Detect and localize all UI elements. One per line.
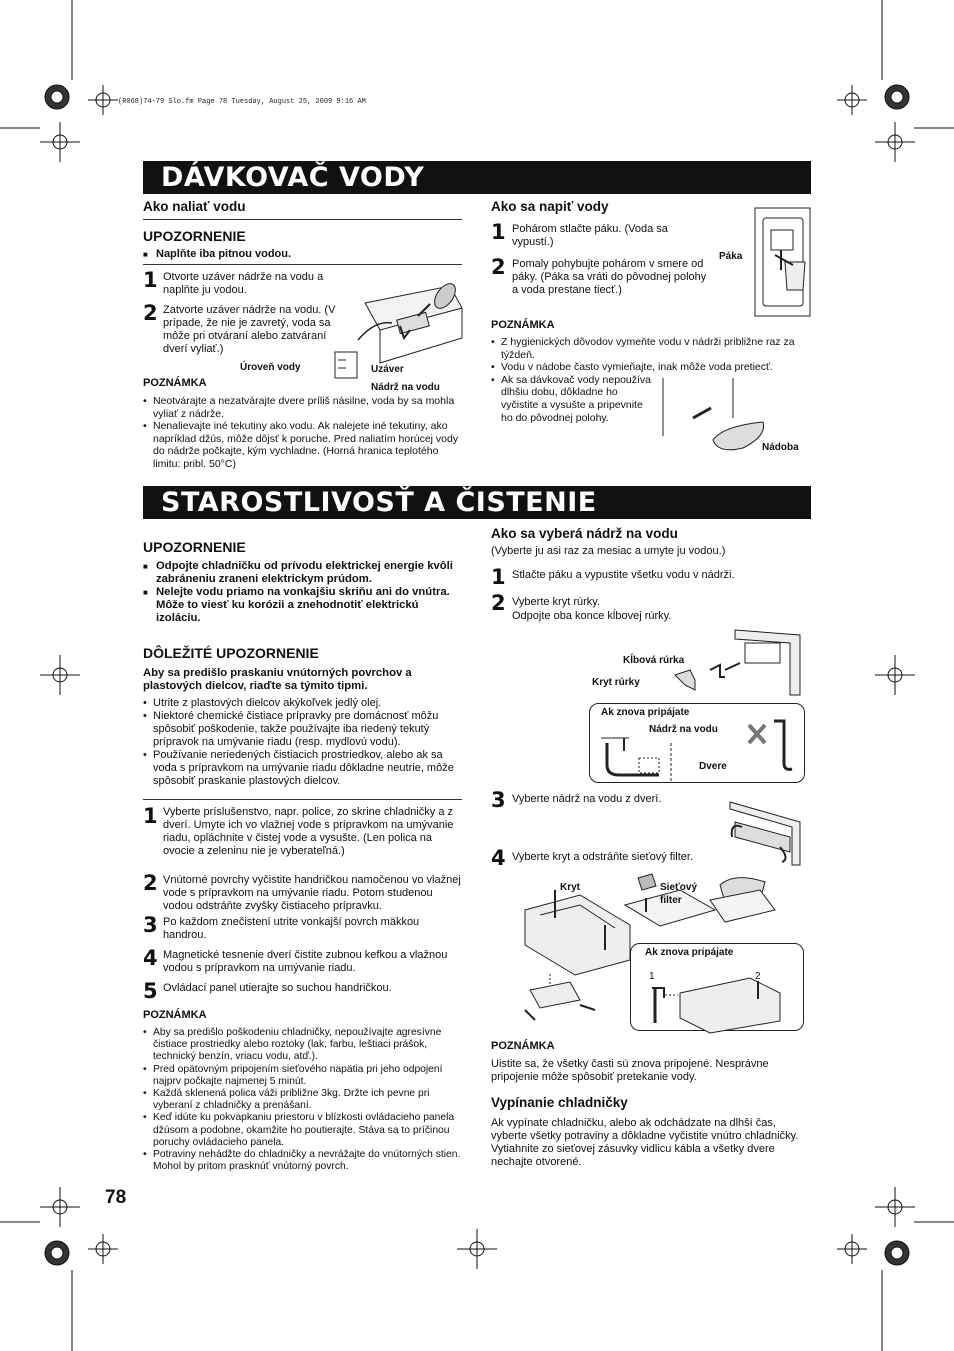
step-number-2: 2 [491, 591, 506, 615]
important-item: • Niektoré chemické čistiace prípravky pre domácnosť môžu spôsobiť poškodenie, takže používajte iba riedený tekutý prípravok na umývanie riadu (resp. mydlovú vodu). [143, 710, 463, 749]
step-4-text: Vyberte kryt a odstráňte sieťový filter. [512, 851, 694, 863]
label-reattach-2: Ak znova pripájate [645, 947, 734, 958]
note-item: • Každá sklenená polica váži približne 3kg. Držte ich pevne pri vyberaní z chladničky a prenášaní. [143, 1088, 463, 1112]
label-joint-pipe: Kĺbová rúrka [623, 655, 685, 666]
step-4-text: Magnetické tesnenie dverí čistite zubnou kefkou a vlažnou vodou s prípravkom na umývanie riadu. [163, 949, 448, 974]
step-2-text: Vnútorné povrchy vyčistite handričkou namočenou vo vlažnej vode s prípravkom na umývanie riadu. Potom studenou vodou odstráňte zvyšky čistiaceho prípravku. [163, 874, 461, 912]
note-item: • Vodu v nádobe často vymieňajte, inak môže voda pretiecť. [491, 361, 811, 374]
switch-off-text: Ak vypínate chladničku, alebo ak odchádzate na dlhší čas, vyberte všetky potraviny a dôkladne vyčistite vnútro chladničky. Vytiahnite zo sieťovej zásuvky vidlicu kábla a všetky dvere nechajte otvorené. [491, 1117, 799, 1168]
note-list [143, 395, 461, 471]
step-number-2: 2 [143, 301, 158, 325]
label-cap: Uzáver [371, 364, 404, 375]
caution-item: ■ Odpojte chladničku od prívodu elektrickej energie kvôli zabráneniu zraneni elektrickym prúdom. [143, 560, 458, 586]
label-water-level: Úroveň vody [240, 362, 301, 373]
section-title-water-dispenser: DÁVKOVAČ VODY [143, 161, 811, 194]
label-lever: Páka [719, 251, 743, 262]
divider [143, 799, 462, 800]
caution-item: ■ Nelejte vodu priamo na vonkajšiu skriňu ani do vnútra. Môže to viesť ku korózii a znehodnotiť elektrickú izoláciu. [143, 586, 458, 625]
label-water-tank: Nádrž na vodu [371, 382, 440, 393]
note-item: • Keď idúte ku pokvapkaniu priestoru v blízkosti ovládacieho panela džúsom a podobne, okamžite ho poutierajte. Stáva sa to príčinou poruchy ovládacieho panela. [143, 1112, 463, 1149]
note-title: POZNÁMKA [143, 377, 207, 389]
label-pipe-cover: Kryt rúrky [592, 677, 640, 688]
step-number-1: 1 [491, 220, 506, 244]
step-2-text: Zatvorte uzáver nádrže na vodu. (V prípade, že nie je zavretý, voda sa môže pri otváraní alebo zatváraní dverí vyliať.) [163, 304, 336, 355]
step-number-4: 4 [143, 946, 158, 970]
heading-switch-off: Vypínanie chladničky [491, 1095, 628, 1110]
note-item: • Z hygienických dôvodov vymeňte vodu v nádrži približne raz za týždeň. [491, 336, 811, 361]
important-item: • Utrite z plastových dielcov akýkoľvek jedlý olej. [143, 697, 463, 710]
step-number-5: 5 [143, 979, 158, 1003]
pipe-cover-illustration [665, 625, 805, 700]
note-title: POZNÁMKA [491, 319, 555, 331]
divider [143, 219, 462, 220]
label-door: Dvere [699, 761, 727, 772]
note-item: • Pred opätovným pripojením sieťového napätia pri jeho odpojení najprv počkajte najmenej 5 minút. [143, 1064, 463, 1088]
note-list [143, 1027, 463, 1173]
heading-remove-tank: Ako sa vyberá nádrž na vodu [491, 526, 678, 541]
label-number-1: 1 [649, 971, 655, 982]
label-reattach: Ak znova pripájate [601, 707, 690, 718]
step-2a-text: Vyberte kryt rúrky. [512, 596, 601, 608]
label-container: Nádoba [762, 442, 799, 453]
caution-list [143, 560, 458, 625]
heading-drink-water: Ako sa napiť vody [491, 199, 609, 214]
step-number-1: 1 [143, 804, 158, 828]
caution-title: UPOZORNENIE [143, 228, 246, 244]
note-title: POZNÁMKA [143, 1009, 207, 1021]
step-number-3: 3 [143, 913, 158, 937]
note-item: • Nenalievajte iné tekutiny ako vodu. Ak nalejete iné tekutiny, ako napríklad džús, môže dôjsť k poruche. Pred naliatím horúcej vody do nádrže počkajte, kým vychladne. (Horná hranica teplotého limitu: pribl. 50°C) [143, 420, 461, 470]
step-1-text: Pohárom stlačte páku. (Voda sa vypustí.) [512, 223, 668, 248]
label-water-tank: Nádrž na vodu [649, 724, 718, 735]
step-number-1: 1 [143, 268, 158, 292]
remove-tank-subtitle: (Vyberte ju asi raz za mesiac a umyte ju vodou.) [491, 545, 726, 557]
note-item: • Potraviny nehádžte do chladničky a nevrážajte do vnútorných stien. Mohol by pritom prasknúť vnútorný povrch. [143, 1149, 463, 1173]
water-tank-illustration [330, 278, 460, 378]
label-number-2: 2 [755, 971, 761, 982]
step-1-text: Otvorte uzáver nádrže na vodu a naplňte ju vodou. [163, 271, 324, 296]
note-item: • Ak sa dávkovač vody nepoužíva dlhšiu dobu, dôkladne ho vyčistite a vysušte a pripevnite ho do pôvodnej polohy. [491, 374, 651, 424]
step-3-text: Po každom znečistení utrite vonkajší povrch mäkkou handrou. [163, 916, 420, 941]
divider [143, 264, 462, 265]
caution-item: ■ Naplňte iba pitnou vodou. [143, 248, 458, 261]
step-5-text: Ovládací panel utierajte so suchou handričkou. [163, 982, 392, 994]
container-illustration [663, 378, 773, 458]
step-1-text: Stlačte páku a vypustite všetku vodu v nádrži. [512, 569, 735, 581]
step-number-3: 3 [491, 788, 506, 812]
caution-title: UPOZORNENIE [143, 539, 246, 555]
step-number-2: 2 [143, 871, 158, 895]
step-number-1: 1 [491, 565, 506, 589]
note-item: • Neotvárajte a nezatvárajte dvere príliš násilne, voda by sa mohla vyliať z nádrže. [143, 395, 461, 420]
note-text: Uistite sa, že všetky časti sú znova pripojené. Nesprávne pripojenie môže spôsobiť pretekanie vody. [491, 1058, 769, 1083]
important-item: • Používanie neriedených čistiacich prostriedkov, alebo ak sa voda s prípravkom na umývanie riadu dôkladne neutrie, môže spôsobiť praskanie plastových dielcov. [143, 749, 463, 788]
label-cover: Kryt [560, 882, 581, 893]
caution-list [143, 248, 458, 261]
step-number-4: 4 [491, 846, 506, 870]
section-title-care-cleaning: STAROSTLIVOSŤ A ČISTENIE [143, 486, 811, 519]
note-title: POZNÁMKA [491, 1040, 555, 1052]
step-2b-text: Odpojte oba konce kĺbovej rúrky. [512, 610, 672, 622]
heading-fill-water: Ako naliať vodu [143, 199, 246, 214]
step-3-text: Vyberte nádrž na vodu z dverí. [512, 793, 662, 805]
important-lead: Aby sa predišlo praskaniu vnútorných povrchov a plastových dielcov, riaďte sa týmito tipmi. [143, 667, 412, 692]
label-mesh-filter: Sieťový filter [660, 882, 698, 906]
step-2-text: Pomaly pohybujte pohárom v smere od páky. (Páka sa vráti do pôvodnej polohy a voda prestane tiecť.) [512, 258, 707, 296]
dispenser-illustration [755, 200, 815, 315]
file-header: (R068)74-79 Slo.fm Page 78 Tuesday, August 25, 2009 9:16 AM [118, 98, 366, 106]
page-number: 78 [105, 1187, 127, 1208]
step-number-2: 2 [491, 255, 506, 279]
important-list [143, 697, 463, 788]
note-item: • Aby sa predišlo poškodeniu chladničky, nepoužívajte agresívne čistiace prostriedky alebo roztoky (lak, farbu, leštiaci prášok, technický benzín, vriacu vodu, atď.). [143, 1027, 463, 1064]
important-caution-title: DÔLEŽITÉ UPOZORNENIE [143, 645, 319, 661]
step-1-text: Vyberte príslušenstvo, napr. police, zo skrine chladničky a z dverí. Umyte ich vo vlažnej vode s prípravkom na umývanie riadu, opláchnite v čistej vode a vysušte. (Len polica na ovocie a zeleninu nie je vyberateľná.) [163, 806, 454, 857]
